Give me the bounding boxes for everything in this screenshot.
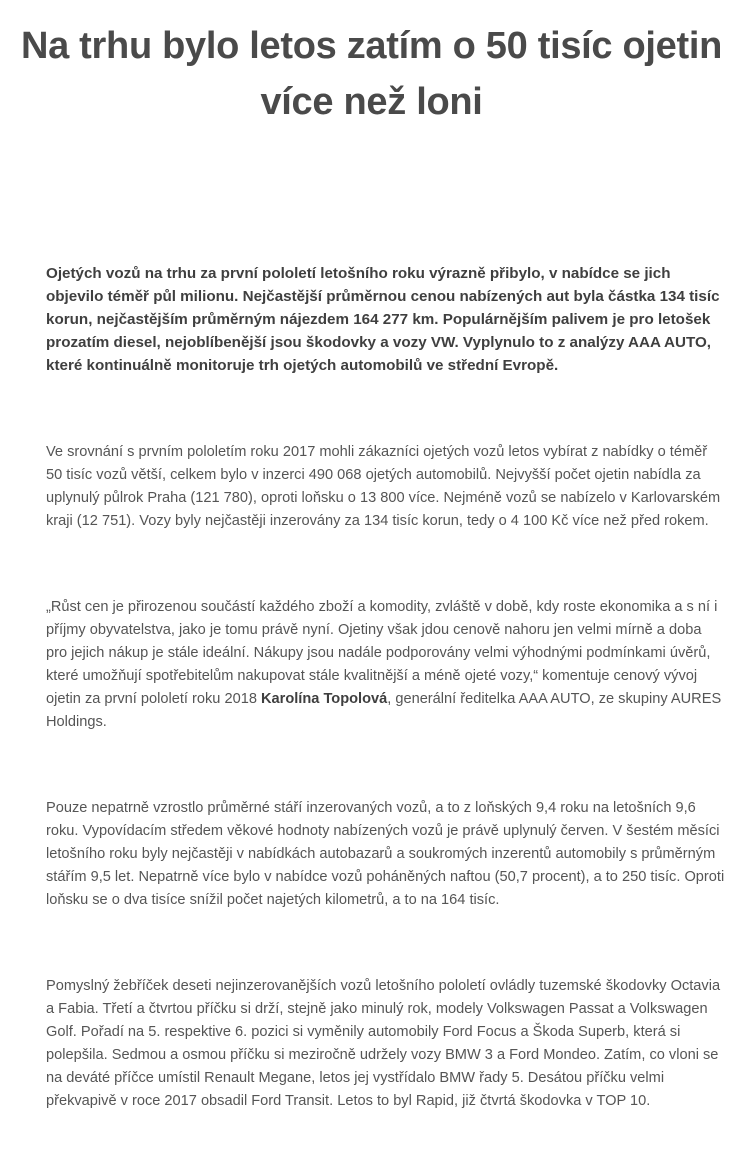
article-title: Na trhu bylo letos zatím o 50 tisíc ojetin více než loni bbox=[20, 25, 723, 123]
quote-author-title: , generální ředitelka AAA AUTO, ze skupiny AURES Holdings. bbox=[46, 691, 722, 730]
quote-text: „Růst cen je přirozenou součástí každého zboží a komodity, zvláště v době, kdy roste ekonomika a s ní i příjmy obyvatelstva, jako je tomu právě nyní. Ojetiny však jdou cenově nahoru jen velmi mírně a doba pro jejich nákup je stále ideální. Nákupy jsou nadále podporovány velmi výhodnými podmínkami úvěrů, které umožňují spotřebitelům nakupovat stále kvalitnější a méně ojeté vozy,“ komentuje cenový vývoj ojetin za první pololetí roku 2018 bbox=[46, 599, 718, 707]
paragraph-quote bbox=[46, 596, 726, 734]
paragraph-top-ten: Pomyslný žebříček deseti nejinzerovanějších vozů letošního pololetí ovládly tuzemské škodovky Octavia a Fabia. Třetí a čtvrtou příčku si drží, stejně jako minulý rok, modely Volkswagen Passat a Volkswagen Golf. Pořadí na 5. respektive 6. pozici si vyměnily automobily Ford Focus a Škoda Superb, která si polepšila. Sedmou a osmou příčku si meziročně udržely vozy BMW 3 a Ford Mondeo. Zatím, co vloni se na deváté příčce umístil Renault Megane, letos jej vystřídalo BMW řady 5. Desátou příčku velmi překvapivě v roce 2017 obsadil Ford Transit. Letos to byl Rapid, již čtvrtá škodovka v TOP 10. bbox=[46, 978, 721, 1109]
paragraph-vehicle-age: Pouze nepatrně vzrostlo průměrné stáří inzerovaných vozů, a to z loňských 9,4 roku na letošních 9,6 roku. Vypovídacím středem věkové hodnoty nabízených vozů je právě uplynulý červen. V šestém měsíci letošního roku byly nejčastěji v nabídkách autobazarů a soukromých inzerentů automobily s průměrným stářím 9,5 let. Nepatrně více bylo v nabídce vozů poháněných naftou (50,7 procent), a to 250 tisíc. Oproti loňsku se o dva tisíce snížil počet najetých kilometrů, a to na 164 tisíc. bbox=[46, 800, 725, 908]
quote-author-name: Karolína Topolová bbox=[261, 691, 388, 707]
paragraph-market-offer: Ve srovnání s prvním pololetím roku 2017 mohli zákazníci ojetých vozů letos vybírat z nabídky o téměř 50 tisíc vozů větší, celkem bylo v inzerci 490 068 ojetých automobilů. Nejvyšší počet ojetin nabídla za uplynulý půlrok Praha (121 780), oproti loňsku o 13 800 více. Nejméně vozů se nabízelo v Karlovarském kraji (12 751). Vozy byly nejčastěji inzerovány za 134 tisíc korun, tedy o 4 100 Kč více než před rokem. bbox=[46, 444, 721, 529]
article-lead: Ojetých vozů na trhu za první pololetí letošního roku výrazně přibylo, v nabídce se jich objevilo téměř půl milionu. Nejčastější průměrnou cenou nabízených aut byla částka 134 tisíc korun, nejčastějším průměrným nájezdem 164 277 km. Populárnějším palivem je pro letošek prozatím diesel, nejoblíbenější jsou škodovky a vozy VW. Vyplynulo to z analýzy AAA AUTO, které kontinuálně monitoruje trh ojetých automobilů ve střední Evropě. bbox=[46, 265, 720, 374]
